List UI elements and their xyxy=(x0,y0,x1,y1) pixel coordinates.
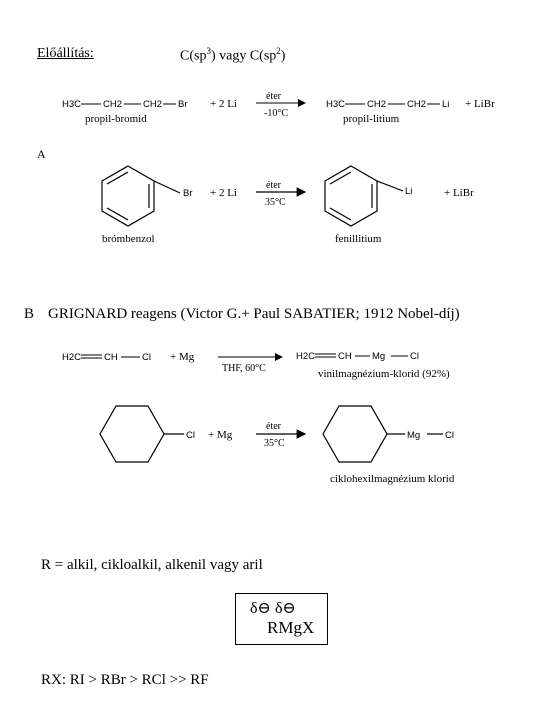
product-name: vinilmagnézium-klorid (92%) xyxy=(318,368,450,380)
section-a-label: A xyxy=(37,147,46,161)
atom-br: Br xyxy=(183,188,193,199)
reaction-propyl-bromide xyxy=(62,91,495,125)
atom-ch2: CH2 xyxy=(407,99,427,110)
atom-ch2: CH2 xyxy=(103,99,123,110)
reactant-name: brómbenzol xyxy=(102,233,155,245)
section-b-title: GRIGNARD reagens (Victor G.+ Paul SABATIER; 1912 Nobel-díj) xyxy=(48,306,460,322)
reagent-label: + 2 Li xyxy=(210,187,237,199)
bond xyxy=(377,181,403,191)
bond xyxy=(154,181,180,193)
reagent-label: + 2 Li xyxy=(210,98,237,110)
conditions-label: THF, 60°C xyxy=(222,363,266,374)
atom-cl: Cl xyxy=(410,351,419,362)
r-definition: R = alkil, cikloalkil, alkenil vagy aril xyxy=(41,557,263,573)
cyclohexane-ring xyxy=(100,406,164,462)
atom-mg: Mg xyxy=(407,430,421,441)
reaction-bromobenzene xyxy=(102,166,403,226)
atom-ch: CH xyxy=(104,352,118,363)
atom-mg: Mg xyxy=(372,351,386,362)
atom-cl: Cl xyxy=(186,430,195,441)
double-bond xyxy=(107,172,128,184)
product-name: propil-litium xyxy=(343,113,400,125)
arrow-bottom-label: 35°C xyxy=(265,197,286,208)
arrow-bottom-label: 35°C xyxy=(264,438,285,449)
byproduct-label: + LiBr xyxy=(444,187,474,199)
benzene-ring xyxy=(102,166,154,226)
hybridization-label: $C(sp^3)$ vagy $C(sp^2)$ xyxy=(180,46,286,64)
reagent-label: + Mg xyxy=(208,429,233,441)
section-heading: Előállítás: xyxy=(37,46,94,61)
arrow-bottom-label: -10°C xyxy=(264,108,288,119)
atom-h2c: H2C xyxy=(296,351,316,362)
cyclohexane-ring xyxy=(323,406,387,462)
atom-cl: Cl xyxy=(142,352,151,363)
reaction-cyclohexyl-chloride xyxy=(100,406,443,462)
arrow-top-label: éter xyxy=(266,180,281,191)
grignard-formula: RMgX xyxy=(267,618,315,637)
atom-br: Br xyxy=(178,99,188,110)
partial-charges: δ⊖ δ⊖ xyxy=(250,600,296,617)
atom-h3c: H3C xyxy=(326,99,346,110)
double-bond xyxy=(107,208,128,220)
atom-ch2: CH2 xyxy=(143,99,163,110)
atom-h3c: H3C xyxy=(62,99,82,110)
section-b-label: B xyxy=(24,306,35,322)
double-bond xyxy=(330,208,351,220)
atom-ch: CH xyxy=(338,351,352,362)
arrow-top-label: éter xyxy=(266,421,281,432)
atom-cl: Cl xyxy=(445,430,454,441)
reactant-name: propil-bromid xyxy=(85,113,147,125)
double-bond xyxy=(330,172,351,184)
atom-li: Li xyxy=(405,186,413,197)
reaction-vinyl-chloride xyxy=(62,351,450,380)
arrow-top-label: éter xyxy=(266,91,281,102)
benzene-ring xyxy=(325,166,377,226)
reagent-label: + Mg xyxy=(170,351,195,363)
atom-ch2: CH2 xyxy=(367,99,387,110)
product-name: fenillitium xyxy=(335,233,382,245)
product-name: ciklohexilmagnézium klorid xyxy=(330,473,455,485)
byproduct-label: + LiBr xyxy=(465,98,495,110)
charge-box xyxy=(235,593,328,645)
reactivity-order: RX: RI > RBr > RCl >> RF xyxy=(41,672,209,688)
atom-h2c: H2C xyxy=(62,352,82,363)
atom-li: Li xyxy=(442,99,450,110)
